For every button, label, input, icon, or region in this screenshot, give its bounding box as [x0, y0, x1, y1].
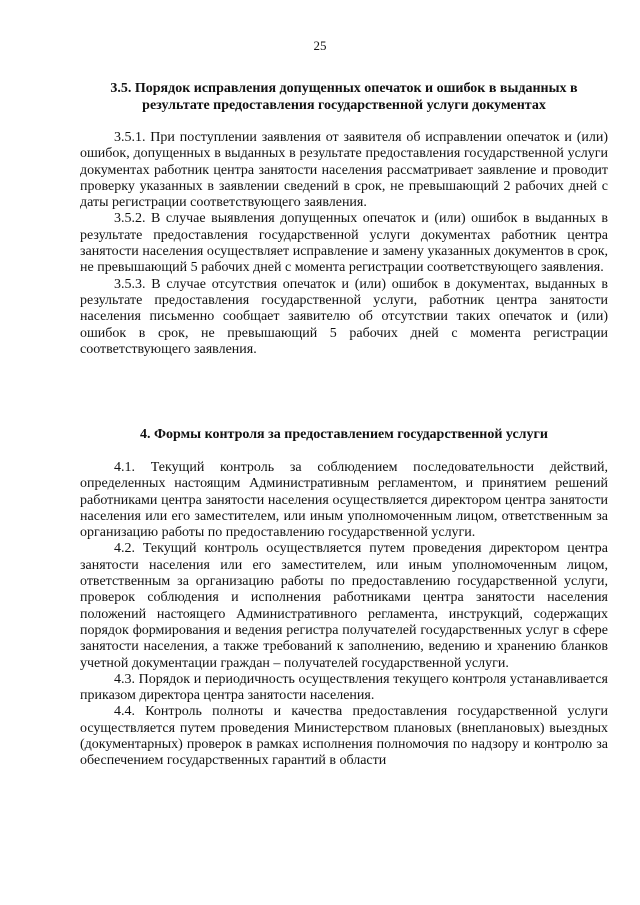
- paragraph-4-3: 4.3. Порядок и периодичность осуществления текущего контроля устанавливается приказом директора центра занятости населения.: [80, 671, 608, 704]
- section-3-5-body: [80, 130, 608, 358]
- paragraph-4-2: 4.2. Текущий контроль осуществляется путем проведения директором центра занятости населения или его заместителем, или иным уполномоченным лицом, ответственным за организацию работы по предоставлению государственной услуги, проверок соблюдения и исполнения работниками центра занятости населения положений настоящего Административного регламента, инструкций, содержащих порядок формирования и ведения регистра получателей государственных услуг в сфере занятости населения, а также требований к заполнению, ведению и хранению бланков учетной документации граждан – получателей государственной услуги.: [80, 541, 608, 671]
- page-number: 25: [313, 38, 327, 53]
- paragraph-4-4: 4.4. Контроль полноты и качества предоставления государственной услуги осуществляется путем проведения Министерством плановых (внеплановых) выездных (документарных) проверок в рамках исполнения полномочия по надзору и контролю за обеспечением государственных гарантий в области: [80, 704, 608, 769]
- paragraph-3-5-3: 3.5.3. В случае отсутствия опечаток и (или) ошибок в документах, выданных в результате предоставления государственной услуги, работник центра занятости населения письменно сообщает заявителю об отсутствии таких опечаток и (или) ошибок в срок, не превышающий 5 рабочих дней с момента регистрации соответствующего заявления.: [80, 276, 608, 357]
- section-4-heading: 4. Формы контроля за предоставлением государственной услуги: [140, 427, 548, 442]
- section-4-body: [80, 460, 608, 770]
- paragraph-3-5-2: 3.5.2. В случае выявления допущенных опечаток и (или) ошибок в выданных в результате предоставления государственной услуги документах работник центра занятости населения осуществляет исправление и замену указанных документов в срок, не превышающий 5 рабочих дней с момента регистрации соответствующего заявления.: [80, 211, 608, 276]
- paragraph-4-1: 4.1. Текущий контроль за соблюдением последовательности действий, определенных настоящим Административным регламентом, и принятием решений работниками центра занятости населения осуществляется директором центра занятости населения или его заместителем, или иным уполномоченным лицом, ответственным за организацию работы по предоставлению государственной услуги.: [80, 460, 608, 541]
- paragraph-3-5-1: 3.5.1. При поступлении заявления от заявителя об исправлении опечаток и (или) ошибок, допущенных в выданных в результате предоставления государственной услуги документах работник центра занятости населения рассматривает заявление и проводит проверку указанных в заявлении сведений в срок, не превышающий 2 рабочих дней с даты регистрации соответствующего заявления.: [80, 130, 608, 211]
- section-3-5-heading: 3.5. Порядок исправления допущенных опечаток и ошибок в выданных в результате предоставления государственной услуги документах: [110, 81, 578, 113]
